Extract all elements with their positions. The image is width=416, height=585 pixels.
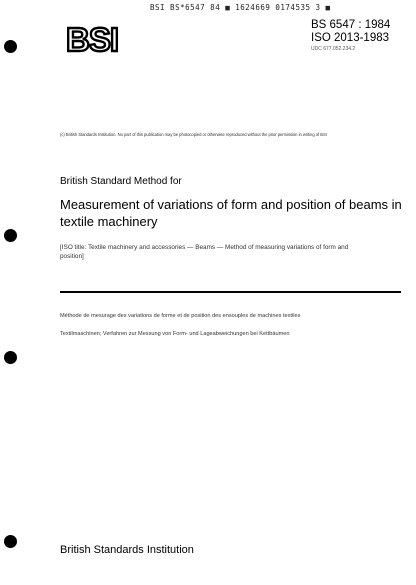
copyright-notice: (c) British Standards Institution. No part of this publication may be photocopied or otherwise reproduced without the prior permission in writing of BSI (60, 132, 327, 137)
svg-text:BSI: BSI (65, 21, 119, 58)
binder-hole (4, 351, 17, 364)
document-series: British Standard Method for (60, 176, 182, 187)
udc-number: UDC 677.052.234.2 (311, 46, 356, 52)
scan-header-line: BSI BS*6547 84 ■ 1624669 0174535 3 ■ (150, 3, 331, 12)
german-title: Textilmaschinen; Verfahren zur Messung von Form- und Lageabweichungen bei Kettbäumen (60, 331, 290, 337)
iso-number: ISO 2013-1983 (311, 32, 390, 44)
document-title: Measurement of variations of form and position of beams in textile machinery (60, 197, 402, 229)
divider-rule (60, 291, 401, 293)
binder-hole (4, 535, 17, 548)
binder-hole (4, 40, 17, 53)
bsi-logo (63, 20, 121, 58)
iso-title: [ISO title: Textile machinery and accessories — Beams — Method of measuring variations of form and position] (60, 244, 349, 260)
binder-hole (4, 229, 17, 242)
bs-number: BS 6547 : 1984 (311, 19, 391, 31)
standard-numbers (311, 19, 411, 52)
french-title: Méthode de mesurage des variations de forme et de position des ensouples de machines textiles (60, 313, 301, 319)
publisher-name: British Standards Institution (60, 544, 194, 556)
